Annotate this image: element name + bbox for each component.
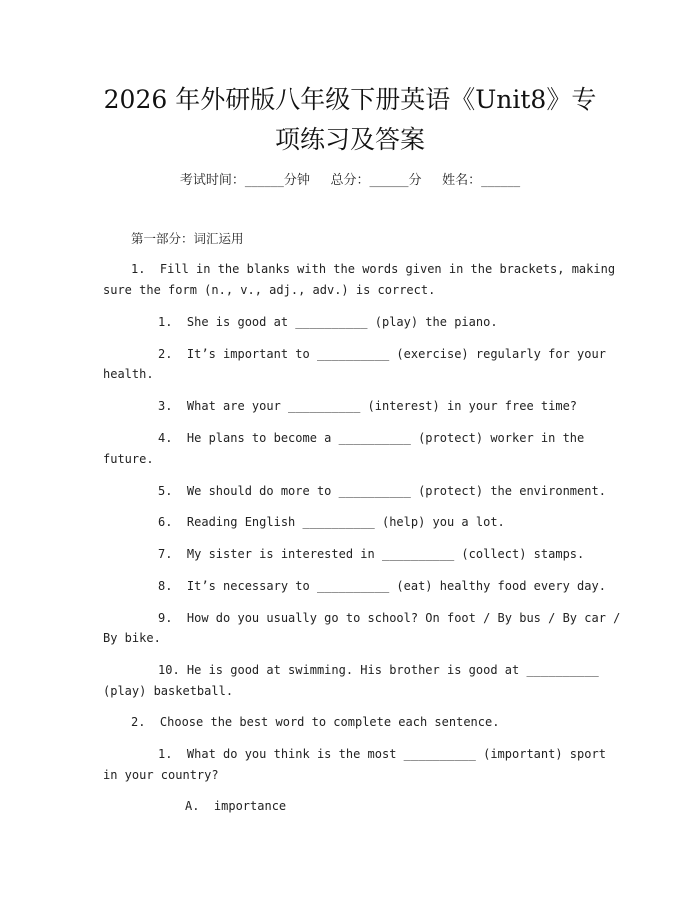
document-title [60,80,640,160]
item-8: 8. It’s necessary to __________ (eat) healthy food every day. [158,579,606,593]
option-a: A. importance [185,799,287,813]
item-4: 4. He plans to become a __________ (protect) worker in the [158,431,585,445]
question-1-line-1: 1. Fill in the blanks with the words given in the brackets, making [131,262,616,276]
question-2: 2. Choose the best word to complete each sentence. [131,715,500,729]
item-9-cont: By bike. [103,631,161,645]
q2-item-1-cont: in your country? [103,768,219,782]
q2-item-1: 1. What do you think is the most __________ (important) sport [158,747,606,761]
section-heading: 第一部分：词汇运用 [131,231,244,246]
item-9: 9. How do you usually go to school? On foot / By bus / By car / [158,611,621,625]
item-5: 5. We should do more to __________ (protect) the environment. [158,484,606,498]
exam-info: 考试时间：______分钟 总分：______分 姓名：______ [179,173,521,188]
item-6: 6. Reading English __________ (help) you a lot. [158,515,505,529]
item-7: 7. My sister is interested in __________ (collect) stamps. [158,547,585,561]
item-10-cont: (play) basketball. [103,684,234,698]
item-2: 2. It’s important to __________ (exercise) regularly for your [158,347,606,361]
question-1-line-2: sure the form (n., v., adj., adv.) is correct. [103,283,436,297]
title-line-2: 项练习及答案 [274,125,425,154]
item-2-cont: health. [103,367,154,381]
item-10: 10. He is good at swimming. His brother is good at __________ [158,663,599,677]
item-1: 1. She is good at __________ (play) the piano. [158,315,498,329]
item-4-cont: future. [103,452,154,466]
title-line-1: 2026 年外研版八年级下册英语《Unit8》专 [103,85,597,114]
item-3: 3. What are your __________ (interest) in your free time? [158,399,578,413]
